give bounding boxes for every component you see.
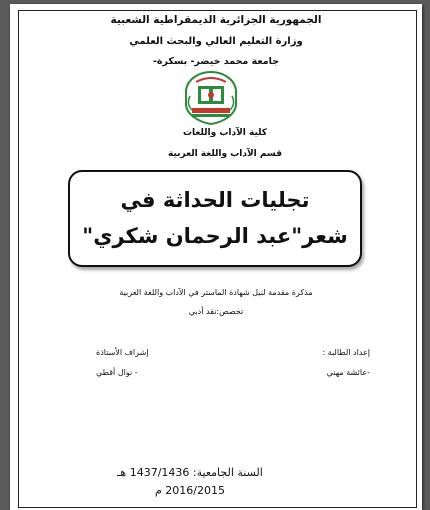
university-logo-icon	[182, 70, 240, 126]
republic-heading: الجمهورية الجزائرية الديمقراطية الشعبية	[110, 14, 322, 26]
academic-year-hijri: السنة الجامعية: 1437/1436 هـ	[117, 466, 263, 479]
student-label: إعداد الطالبة :	[322, 348, 370, 357]
document-page	[10, 4, 422, 510]
faculty-name: كلية الآداب واللغات	[182, 128, 268, 138]
supervisor-name: - نوال أقطي	[96, 368, 138, 377]
academic-year-gregorian: 2016/2015 م	[154, 484, 225, 497]
student-name: -عائشة مهني	[326, 368, 370, 377]
submission-description: مذكرة مقدمة لنيل شهادة الماستر في الآداب واللغة العربية	[119, 288, 313, 297]
university-heading: جامعة محمد خيضر- بسكرة-	[152, 56, 280, 67]
ministry-heading: وزارة التعليم العالي والبحث العلمي	[129, 36, 303, 47]
supervisor-label: إشراف الأستاذة	[96, 348, 149, 357]
specialty: تخصص:نقد أدبي	[188, 307, 244, 316]
title-frame	[68, 170, 362, 267]
thesis-title: تجليات الحداثة في شعر"عبد الرحمان شكري"	[82, 188, 348, 248]
department-name: قسم الآداب واللغة العربية	[168, 149, 282, 159]
